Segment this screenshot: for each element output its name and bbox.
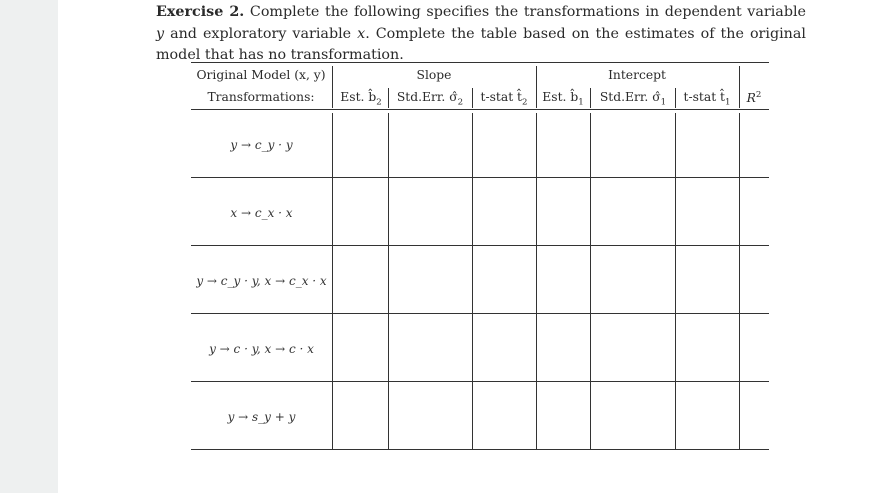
exercise-paragraph [156, 2, 806, 67]
hdr-sep-c1 [388, 88, 389, 108]
row-label-3: y → c_y · y, x → c_x · x [196, 274, 327, 288]
hdr-sep-c2 [472, 88, 473, 108]
header-original-model: Original Model (x, y) [196, 68, 326, 82]
row-label-1: y → c_y · y [230, 138, 293, 152]
exercise-text-2: and exploratory variable [164, 25, 358, 42]
table-top-rule [191, 62, 769, 63]
body-sep-6 [675, 113, 676, 449]
col-t-t2: t-stat $t̂_2$ [480, 90, 528, 108]
row-rule-4 [191, 381, 769, 382]
exercise-text-1: Complete the following specifies the transformations in dependent variable [249, 4, 807, 20]
exercise-label: Exercise 2. [156, 4, 245, 20]
exercise-var-x: x [357, 25, 366, 42]
hdr-sep-c5 [675, 88, 676, 108]
col-se-sigma1: Std.Err. $\sigmâ_1$ [599, 90, 667, 108]
exercise-var-y: y [156, 25, 165, 42]
body-sep-1 [332, 113, 333, 449]
row-label-2: x → c_x · x [230, 206, 293, 220]
row-rule-3 [191, 313, 769, 314]
body-sep-5 [590, 113, 591, 449]
hdr-sep-group [536, 66, 537, 108]
left-margin [0, 0, 58, 493]
group-intercept: Intercept [608, 68, 666, 82]
body-sep-4 [536, 113, 537, 449]
body-sep-3 [472, 113, 473, 449]
header-transformations: Transformations: [207, 90, 315, 104]
hdr-sep-c4 [590, 88, 591, 108]
group-slope: Slope [416, 68, 452, 82]
exercise-text-3: . Complete the table based on the estimates of the original model that has no transformation. [156, 25, 806, 63]
col-r2: $R^2$ [746, 90, 762, 106]
row-rule-1 [191, 177, 769, 178]
body-sep-7 [739, 113, 740, 449]
header-rule [191, 109, 769, 110]
col-se-sigma2: Std.Err. $\sigmâ_2$ [396, 90, 464, 108]
transformations-table [191, 62, 769, 452]
row-rule-2 [191, 245, 769, 246]
row-label-5: y → s_y + y [227, 410, 296, 424]
row-label-4: y → c · y, x → c · x [209, 342, 314, 356]
col-est-b1: Est. $b̂_1$ [542, 90, 584, 108]
col-t-t1: t-stat $t̂_1$ [683, 90, 731, 108]
col-est-b2: Est. $b̂_2$ [340, 90, 382, 108]
hdr-sep-r2 [739, 66, 740, 108]
row-rule-5 [191, 449, 769, 450]
hdr-sep-model [332, 66, 333, 108]
body-sep-2 [388, 113, 389, 449]
